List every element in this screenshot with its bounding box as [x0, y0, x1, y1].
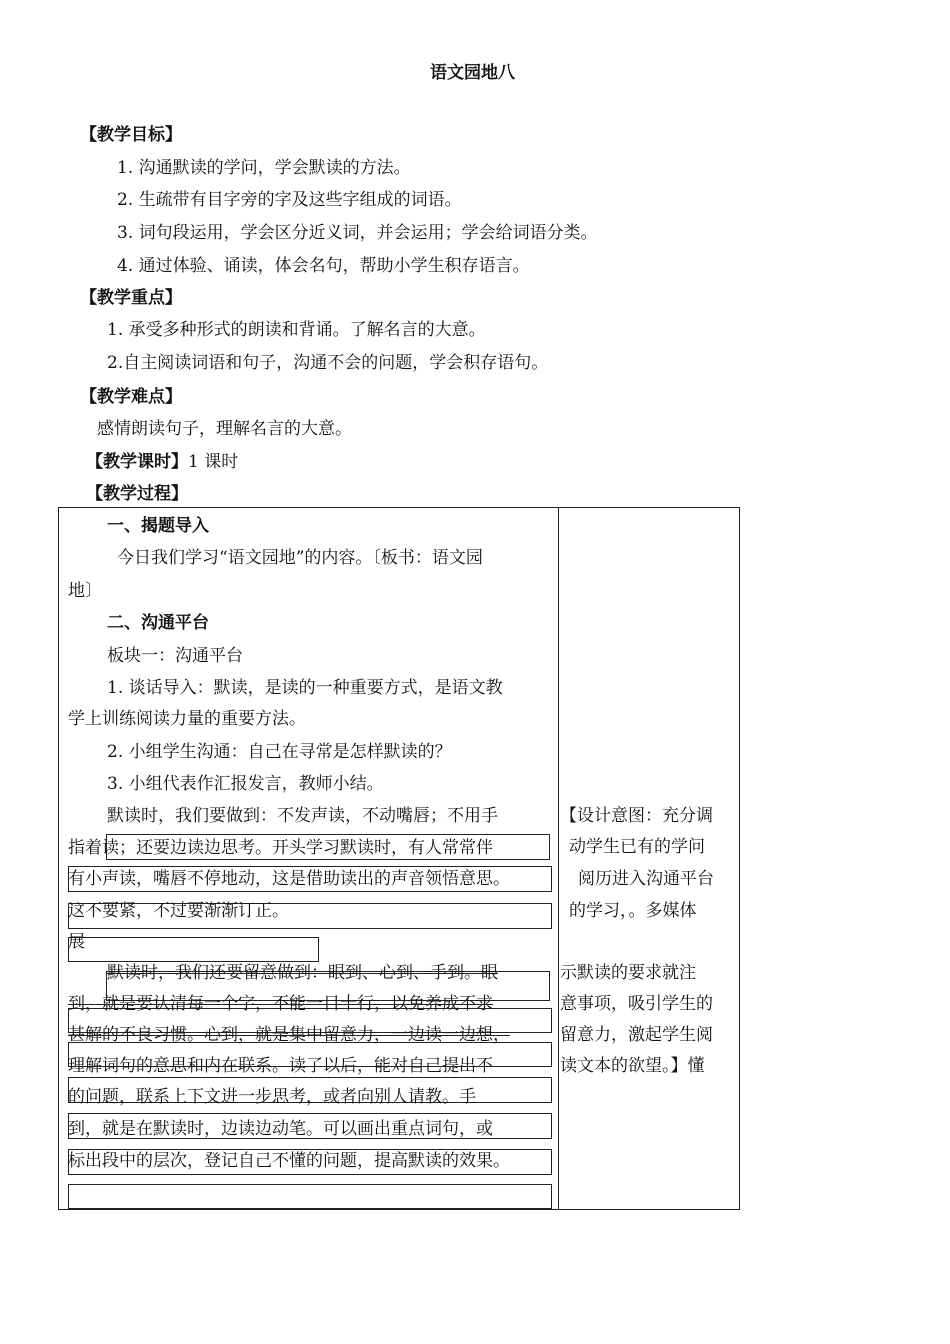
section-heading-intro: 一、揭题导入: [107, 516, 209, 536]
design-intent-line: 阅历进入沟通平台: [578, 869, 714, 889]
process-line: 标出段中的层次，登记自己不懂的问题，提高默读的效果。: [68, 1151, 510, 1171]
design-intent-line: 【设计意图：充分调: [560, 806, 713, 826]
design-intent-line: 留意力，激起学生阅: [560, 1025, 713, 1045]
key-points-heading: 【教学重点】: [80, 288, 182, 308]
process-line: 的问题，联系上下文进一步思考，或者向别人请教。手: [68, 1087, 476, 1107]
process-line: 3. 小组代表作汇报发言，教师小结。: [107, 774, 384, 794]
process-line: 到，就是要认清每一个字，不能一目十行，以免养成不求: [68, 994, 493, 1014]
goal-item: 2. 生疏带有目字旁的字及这些字组成的词语。: [117, 190, 462, 210]
process-line: 今日我们学习“语文园地”的内容。〔板书：语文园: [117, 548, 483, 568]
design-intent-line: 示默读的要求就注: [560, 963, 696, 983]
goal-item: 3. 词句段运用，学会区分近义词，并会运用；学会给词语分类。: [117, 223, 598, 243]
design-intent-line: 读文本的欲望。】懂: [560, 1056, 705, 1076]
process-line: 有小声读，嘴唇不停地动，这是借助读出的声音领悟意思。: [68, 869, 510, 889]
design-intent-line: 的学习，。多媒体: [569, 901, 697, 921]
process-line: 地〕: [68, 581, 102, 601]
design-intent-line: 意事项，吸引学生的: [560, 994, 713, 1014]
periods-value: 1 课时: [188, 452, 239, 472]
page-title: 语文园地八: [430, 63, 515, 83]
text-frame: [68, 1184, 552, 1209]
process-line: 指着读；还要边读边思考。开头学习默读时，有人常常伴: [68, 838, 493, 858]
process-line: 学上训练阅读力量的重要方法。: [68, 709, 306, 729]
process-line: 默读时，我们还要留意做到：眼到、心到、手到。眼: [107, 963, 498, 983]
process-line: 2. 小组学生沟通：自己在寻常是怎样默读的？: [107, 742, 452, 762]
table-column-divider: [558, 507, 559, 1210]
goal-item: 4. 通过体验、诵读，体会名句，帮助小学生积存语言。: [117, 256, 530, 276]
process-line: 1. 谈话导入：默读，是读的一种重要方式，是语文教: [107, 678, 503, 698]
process-heading: 【教学过程】: [86, 484, 188, 504]
process-line: 展: [68, 932, 85, 952]
process-line: 板块一：沟通平台: [107, 646, 243, 666]
process-line: 到，就是在默读时，边读边动笔。可以画出重点词句，或: [68, 1119, 493, 1139]
difficulties-text: 感情朗读句子，理解名言的大意。: [97, 419, 352, 439]
process-line: 默读时，我们要做到：不发声读，不动嘴唇；不用手: [107, 806, 498, 826]
periods-heading: 【教学课时】: [86, 452, 188, 472]
key-point-item: 2.自主阅读词语和句子，沟通不会的问题，学会积存语句。: [107, 353, 549, 373]
text-frame: [68, 937, 319, 962]
difficulties-heading: 【教学难点】: [80, 387, 182, 407]
goal-item: 1. 沟通默读的学问，学会默读的方法。: [117, 158, 411, 178]
periods-line: [86, 451, 238, 473]
key-point-item: 1. 承受多种形式的朗读和背诵。了解名言的大意。: [107, 320, 486, 340]
design-intent-line: 动学生已有的学问: [569, 837, 705, 857]
section-heading-exchange: 二、沟通平台: [107, 613, 209, 633]
process-line: 甚解的不良习惯。心到，就是集中留意力，一边读一边想，: [68, 1025, 510, 1045]
process-line: 这不要紧，不过要渐渐订正。: [68, 901, 289, 921]
goals-heading: 【教学目标】: [80, 125, 182, 145]
process-line: 理解词句的意思和内在联系。读了以后，能对自己提出不: [68, 1056, 493, 1076]
